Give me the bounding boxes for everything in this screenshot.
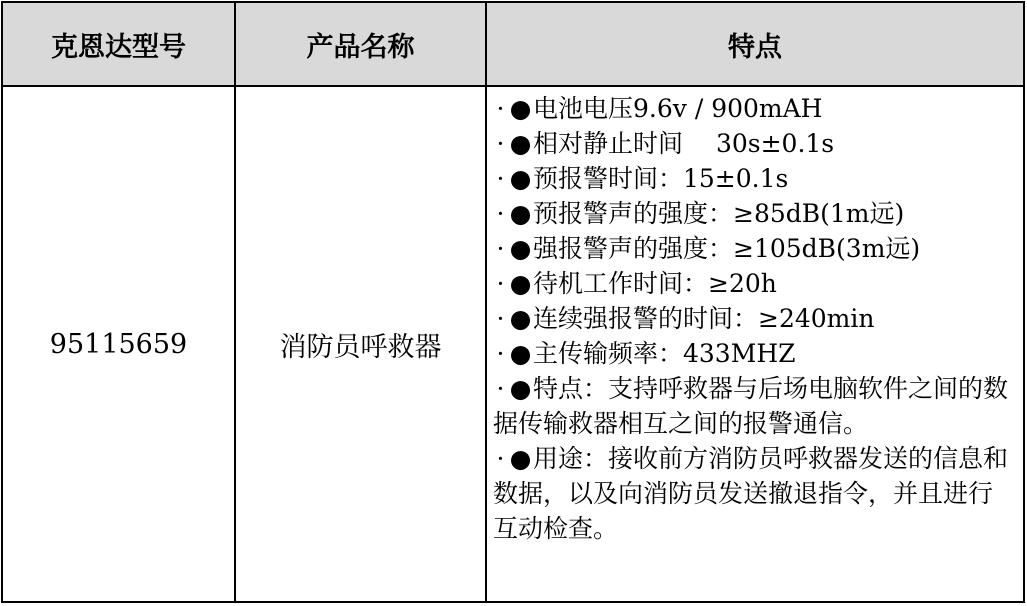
- bullet-icon: ●: [509, 444, 532, 473]
- feature-item: [493, 441, 1017, 546]
- feature-text: 用途：接收前方消防员呼救器发送的信息和数据，以及向消防员发送撤退指令，并且进行互动检查。: [493, 444, 1009, 543]
- feature-item: [493, 266, 1017, 301]
- feature-text: 预报警声的强度：≥85dB(1m远): [533, 199, 905, 228]
- feature-text: 电池电压9.6v / 900mAH: [533, 94, 823, 123]
- bullet-icon: ●: [509, 269, 532, 298]
- feature-text: 待机工作时间：≥20h: [533, 269, 777, 298]
- header-product-name: 产品名称: [235, 2, 486, 86]
- feature-text: 强报警声的强度：≥105dB(3m远): [533, 234, 921, 263]
- feature-text: 预报警时间：15±0.1s: [533, 164, 789, 193]
- dot-icon: ·: [496, 374, 505, 403]
- bullet-icon: ●: [509, 94, 532, 123]
- table-row: [2, 86, 1024, 602]
- dot-icon: ·: [496, 269, 505, 298]
- feature-text: 相对静止时间 30s±0.1s: [533, 129, 835, 158]
- dot-icon: ·: [496, 444, 505, 473]
- dot-icon: ·: [496, 129, 505, 158]
- bullet-icon: ●: [509, 129, 532, 158]
- feature-item: [493, 91, 1017, 126]
- feature-text: 主传输频率：433MHZ: [533, 339, 796, 368]
- dot-icon: ·: [496, 164, 505, 193]
- feature-text: 特点：支持呼救器与后场电脑软件之间的数据传输救器相互之间的报警通信。: [493, 374, 1009, 438]
- bullet-icon: ●: [509, 304, 532, 333]
- bullet-icon: ●: [509, 374, 532, 403]
- dot-icon: ·: [496, 234, 505, 263]
- bullet-icon: ●: [509, 199, 532, 228]
- feature-text: 连续强报警的时间：≥240min: [533, 304, 875, 333]
- feature-item: [493, 371, 1017, 441]
- feature-item: [493, 336, 1017, 371]
- feature-item: [493, 196, 1017, 231]
- features-cell: [486, 86, 1024, 602]
- dot-icon: ·: [496, 199, 505, 228]
- header-features: 特点: [486, 2, 1024, 86]
- header-model: 克恩达型号: [2, 2, 235, 86]
- feature-item: [493, 301, 1017, 336]
- dot-icon: ·: [496, 94, 505, 123]
- bullet-icon: ●: [509, 234, 532, 263]
- product-name-cell: 消防员呼救器: [235, 86, 486, 602]
- feature-item: [493, 126, 1017, 161]
- dot-icon: ·: [496, 339, 505, 368]
- bullet-icon: ●: [509, 339, 532, 368]
- dot-icon: ·: [496, 304, 505, 333]
- bullet-icon: ●: [509, 164, 532, 193]
- feature-list: [493, 91, 1017, 546]
- feature-item: [493, 161, 1017, 196]
- feature-item: [493, 231, 1017, 266]
- header-row: [2, 2, 1024, 86]
- product-spec-table: [1, 1, 1025, 603]
- model-cell: 95115659: [2, 86, 235, 602]
